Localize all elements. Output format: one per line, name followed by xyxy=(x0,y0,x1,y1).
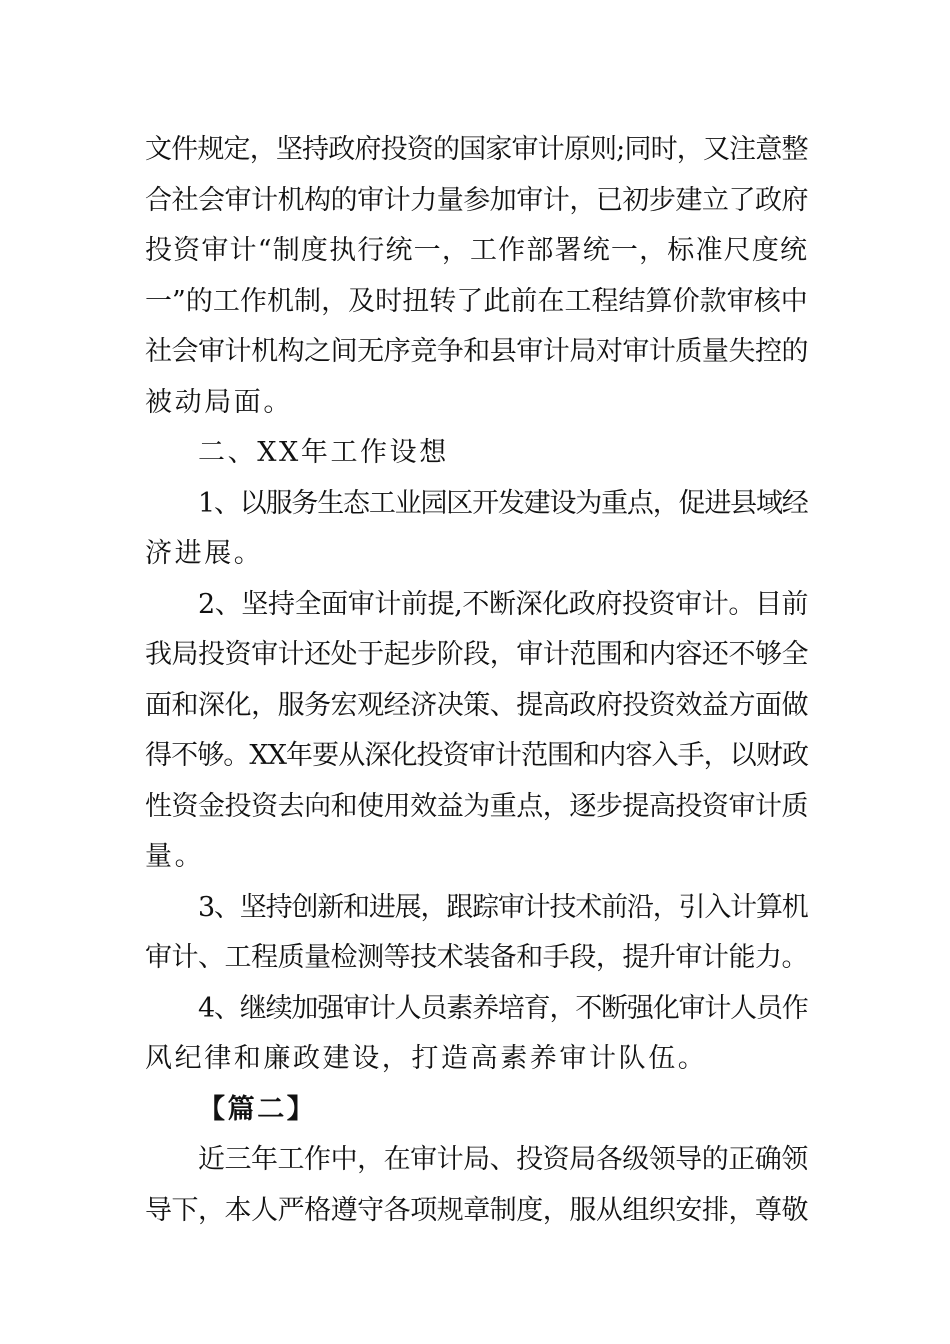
text-line: 性资金投资去向和使用效益为重点，逐步提高投资审计质 xyxy=(145,791,808,822)
text-line: 文件规定，坚持政府投资的国家审计原则;同时，又注意整 xyxy=(145,134,808,165)
text-line: 量。 xyxy=(145,841,205,872)
text-line: 导下，本人严格遵守各项规章制度，服从组织安排，尊敬 xyxy=(145,1195,808,1226)
text-line: 2、坚持全面审计前提,不断深化政府投资审计。目前 xyxy=(198,589,809,620)
text-line: 被动局面。 xyxy=(145,387,293,418)
text-line: 投资审计“制度执行统一，工作部署统一，标准尺度统 xyxy=(145,235,809,266)
text-line: 风纪律和廉政建设，打造高素养审计队伍。 xyxy=(145,1043,708,1074)
section-title: 【篇二】 xyxy=(198,1094,317,1125)
section-heading: 二、XX年工作设想 xyxy=(198,437,449,468)
text-line: 我局投资审计还处于起步阶段，审计范围和内容还不够全 xyxy=(145,639,808,670)
text-line: 济进展。 xyxy=(145,538,264,569)
text-line: 审计、工程质量检测等技术装备和手段，提升审计能力。 xyxy=(145,942,808,973)
text-line: 一”的工作机制，及时扭转了此前在工程结算价款审核中 xyxy=(145,286,808,317)
text-line: 合社会审计机构的审计力量参加审计，已初步建立了政府 xyxy=(145,185,808,216)
text-line: 1、以服务生态工业园区开发建设为重点，促进县域经 xyxy=(198,488,808,519)
text-line: 4、继续加强审计人员素养培育，不断强化审计人员作 xyxy=(198,993,808,1024)
text-line: 社会审计机构之间无序竞争和县审计局对审计质量失控的 xyxy=(145,336,808,367)
text-line: 面和深化，服务宏观经济决策、提高政府投资效益方面做 xyxy=(145,690,808,721)
text-line: 近三年工作中，在审计局、投资局各级领导的正确领 xyxy=(198,1144,808,1175)
text-line: 得不够。XX年要从深化投资审计范围和内容入手，以财政 xyxy=(145,740,809,771)
text-line: 3、坚持创新和进展，跟踪审计技术前沿，引入计算机 xyxy=(198,892,808,923)
